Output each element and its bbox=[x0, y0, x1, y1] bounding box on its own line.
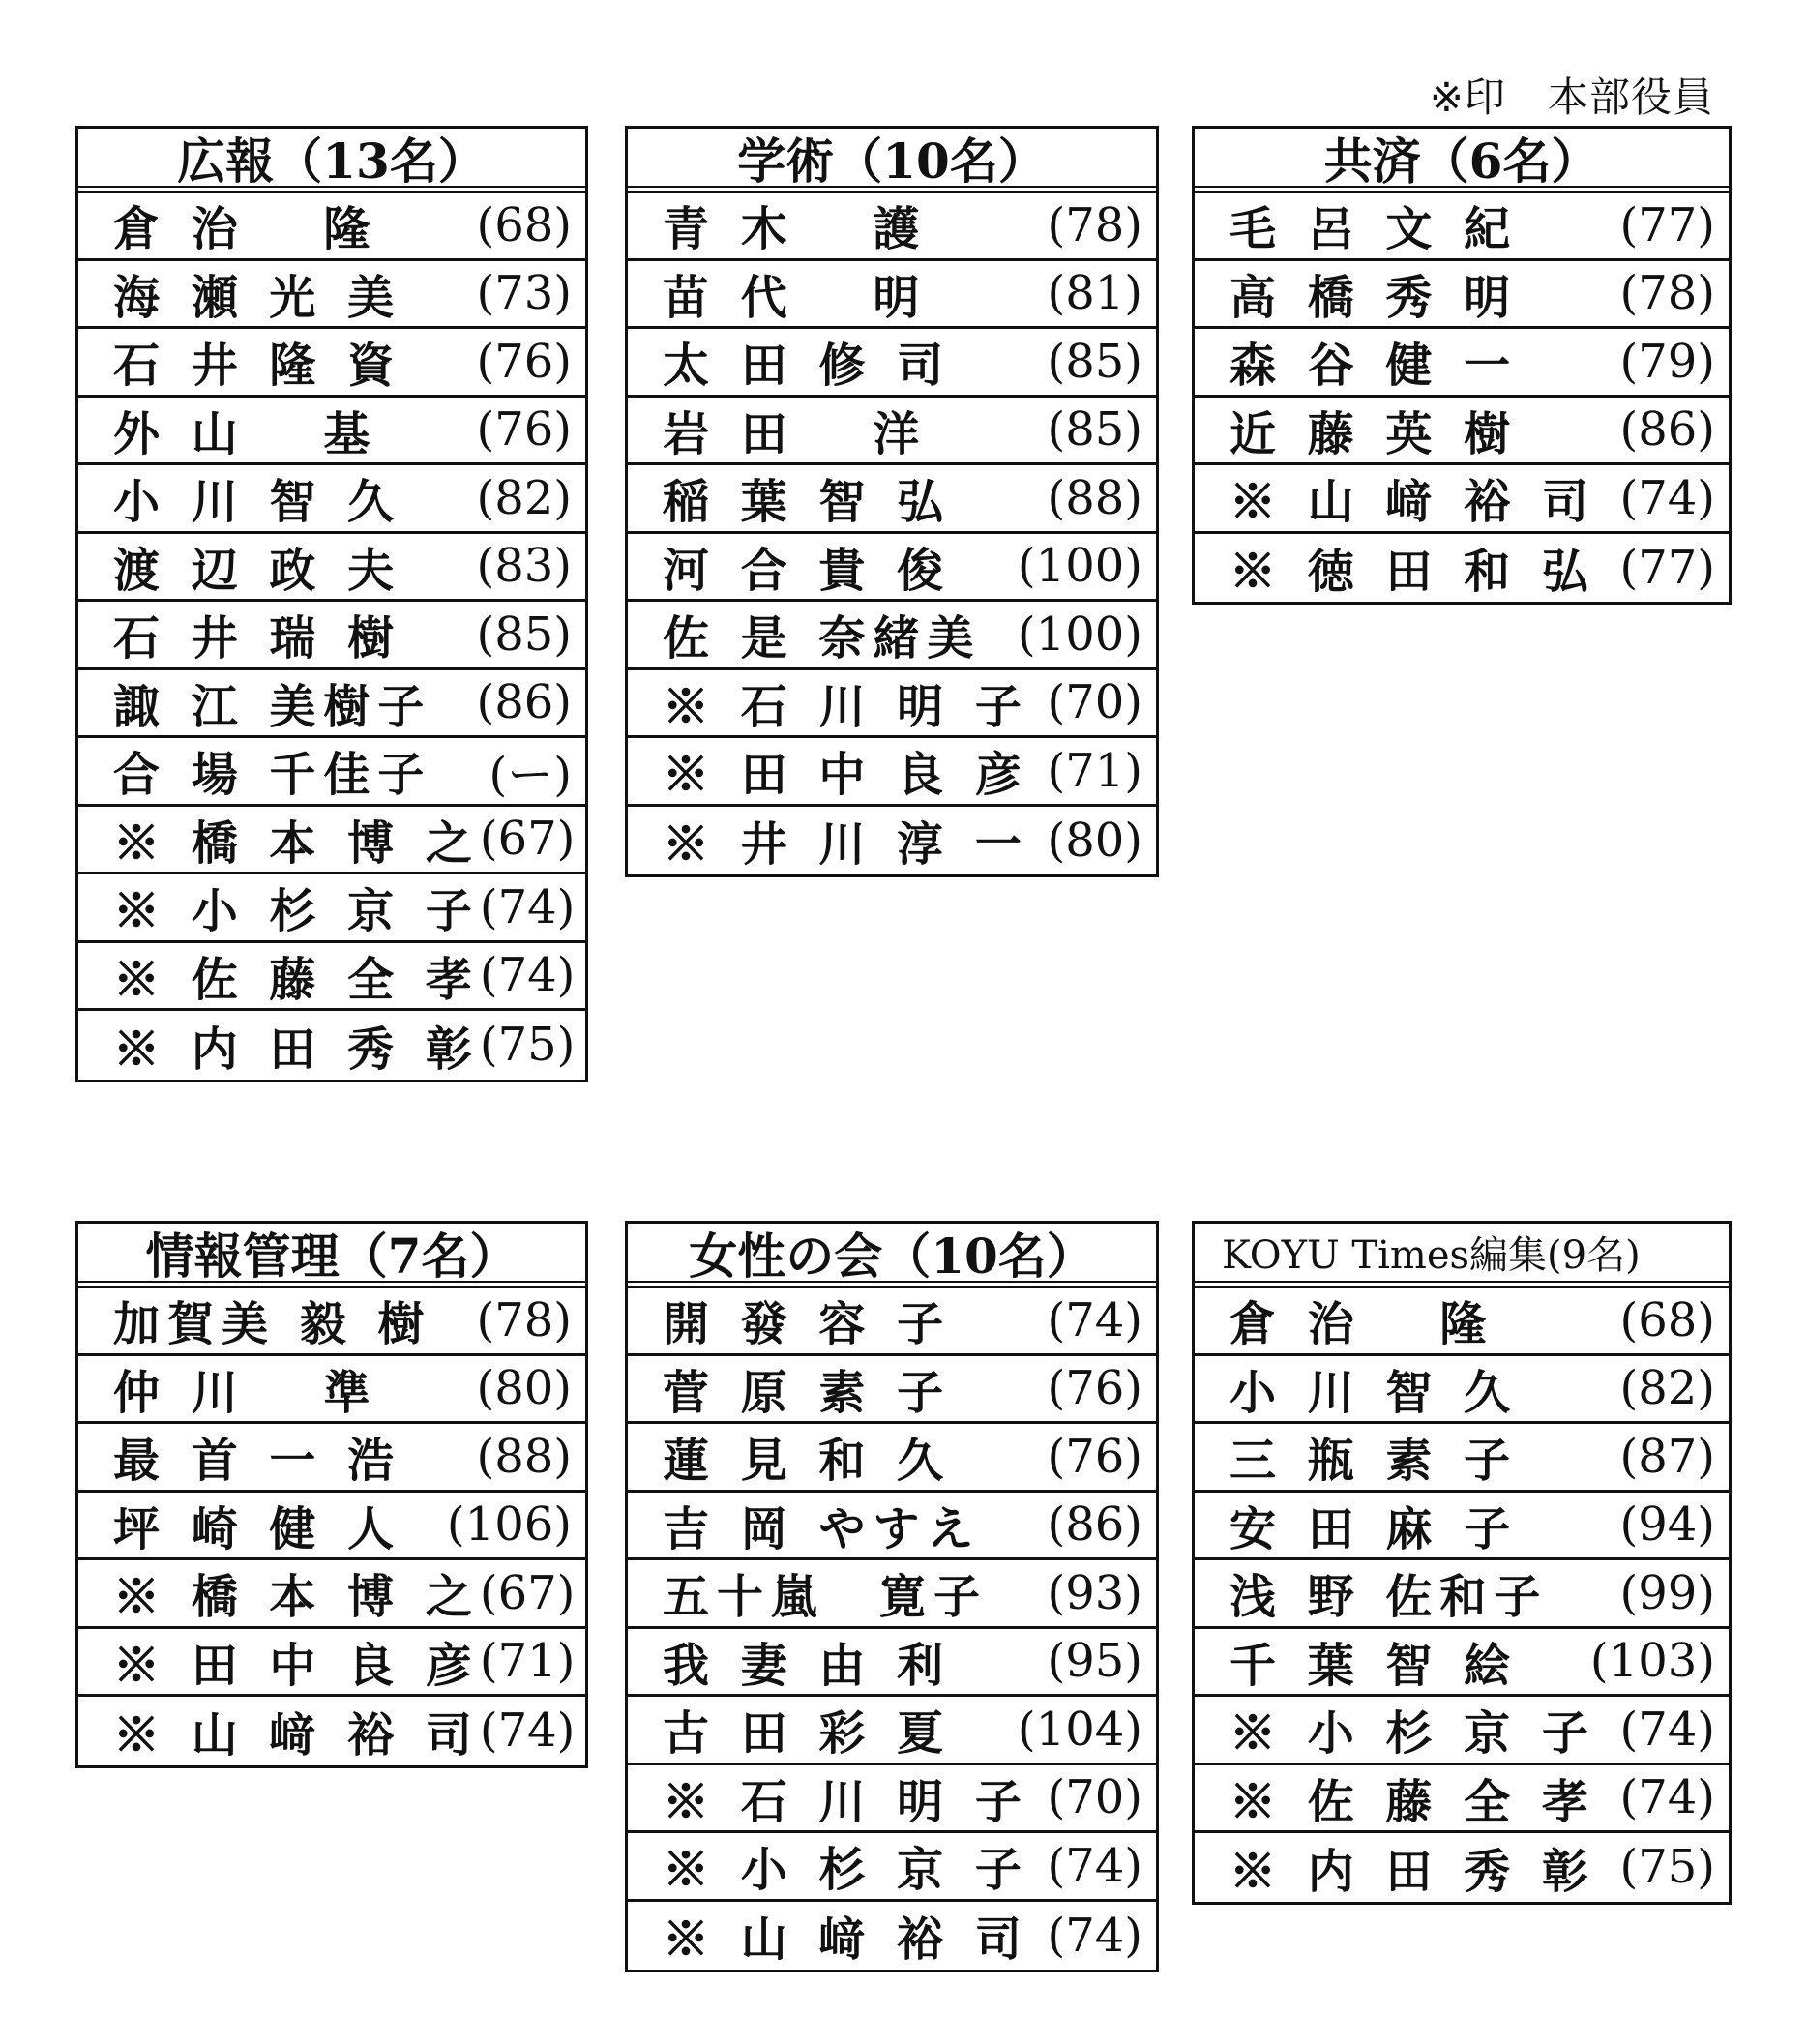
member-row bbox=[628, 1697, 1156, 1765]
member-row bbox=[78, 943, 585, 1012]
member-name: ※ 徳 田 和 弘 bbox=[1229, 545, 1596, 600]
member-name: 倉 治 隆 bbox=[1229, 1297, 1495, 1352]
committee-title: 学術（10名） bbox=[628, 129, 1156, 193]
member-number: (74) bbox=[1619, 1702, 1715, 1757]
committee-josei-no-kai bbox=[625, 1221, 1159, 1972]
member-number: (81) bbox=[1047, 266, 1142, 321]
member-row bbox=[628, 670, 1156, 739]
member-number: (67) bbox=[479, 1565, 576, 1620]
member-number: (77) bbox=[1619, 197, 1715, 252]
member-name: 我 妻 由 利 bbox=[663, 1638, 952, 1693]
member-row bbox=[78, 534, 585, 603]
member-number: (77) bbox=[1619, 540, 1715, 595]
member-row bbox=[78, 1629, 585, 1698]
committee-title: 女性の会（10名） bbox=[628, 1224, 1156, 1288]
member-name: 小 川 智 久 bbox=[1229, 1365, 1519, 1420]
member-name: ※ 井 川 淳 一 bbox=[663, 817, 1029, 873]
member-number: (74) bbox=[1047, 1838, 1142, 1893]
committee-kyousai bbox=[1192, 126, 1732, 605]
member-row bbox=[78, 602, 585, 670]
member-number: (79) bbox=[1619, 334, 1715, 389]
member-name: 海 瀬 光 美 bbox=[113, 270, 402, 325]
member-row bbox=[78, 738, 585, 807]
member-name: ※ 田 中 良 彦 bbox=[113, 1638, 480, 1693]
member-row bbox=[78, 261, 585, 330]
member-row bbox=[1195, 261, 1729, 330]
member-row bbox=[78, 398, 585, 466]
member-list bbox=[628, 193, 1156, 874]
member-row bbox=[1195, 1697, 1729, 1765]
member-number: (80) bbox=[476, 1361, 572, 1416]
committee-gakujutsu bbox=[625, 126, 1159, 877]
member-name: 高 橋 秀 明 bbox=[1229, 270, 1519, 325]
member-number: (78) bbox=[476, 1292, 572, 1348]
member-name: 千 葉 智 絵 bbox=[1229, 1638, 1519, 1693]
member-row bbox=[78, 329, 585, 398]
member-name: ※ 佐 藤 全 孝 bbox=[113, 952, 480, 1007]
member-row bbox=[628, 1493, 1156, 1561]
member-name: 菅 原 素 子 bbox=[663, 1365, 952, 1420]
member-number: (103) bbox=[1589, 1634, 1715, 1689]
member-name: ※ 橋 本 博 之 bbox=[113, 815, 480, 871]
member-row bbox=[1195, 1629, 1729, 1698]
member-name: 岩 田 洋 bbox=[663, 406, 928, 461]
committee-title: KOYU Times編集(9名) bbox=[1195, 1224, 1729, 1288]
member-row bbox=[628, 1424, 1156, 1493]
member-name: 浅 野 佐和子 bbox=[1229, 1570, 1549, 1625]
member-number: (67) bbox=[479, 812, 576, 867]
member-name: 開 發 容 子 bbox=[663, 1297, 952, 1352]
member-row bbox=[628, 1288, 1156, 1356]
member-row bbox=[628, 1356, 1156, 1425]
member-row bbox=[78, 874, 585, 943]
member-number: (85) bbox=[1047, 402, 1142, 458]
member-number: (93) bbox=[1047, 1565, 1142, 1620]
member-row bbox=[1195, 1765, 1729, 1834]
member-number: (78) bbox=[1047, 197, 1142, 252]
member-row bbox=[628, 1629, 1156, 1698]
committee-title: 広報（13名） bbox=[78, 129, 585, 193]
member-row bbox=[1195, 1560, 1729, 1629]
member-name: 近 藤 英 樹 bbox=[1229, 406, 1519, 461]
member-row bbox=[1195, 465, 1729, 534]
member-name: ※ 小 杉 京 子 bbox=[663, 1843, 1029, 1898]
member-row bbox=[1195, 329, 1729, 398]
member-number: (86) bbox=[1047, 1497, 1142, 1553]
member-number: (94) bbox=[1619, 1497, 1715, 1553]
member-name: 坪 崎 健 人 bbox=[113, 1501, 402, 1556]
member-row bbox=[628, 738, 1156, 807]
member-number: (74) bbox=[479, 948, 576, 1003]
member-name: 青 木 護 bbox=[663, 202, 928, 257]
member-list bbox=[1195, 193, 1729, 602]
member-number: (76) bbox=[1047, 1429, 1142, 1484]
member-number: (74) bbox=[479, 1703, 576, 1759]
member-row bbox=[1195, 398, 1729, 466]
member-row bbox=[1195, 1288, 1729, 1356]
member-list bbox=[628, 1288, 1156, 1970]
member-number: (73) bbox=[476, 266, 572, 321]
member-list bbox=[78, 193, 585, 1080]
member-number: (88) bbox=[476, 1429, 572, 1484]
member-name: 最 首 一 浩 bbox=[113, 1434, 402, 1489]
committee-jouhou-kanri bbox=[75, 1221, 588, 1768]
member-name: ※ 石 川 明 子 bbox=[663, 1774, 1029, 1829]
member-row bbox=[1195, 1833, 1729, 1902]
member-row bbox=[628, 261, 1156, 330]
member-number: (71) bbox=[479, 1634, 576, 1689]
member-row bbox=[78, 1560, 585, 1629]
member-row bbox=[1195, 193, 1729, 261]
member-number: (85) bbox=[476, 607, 572, 662]
committee-title: 共済（6名） bbox=[1195, 129, 1729, 193]
member-row bbox=[628, 1833, 1156, 1902]
member-list bbox=[78, 1288, 585, 1765]
member-name: ※ 佐 藤 全 孝 bbox=[1229, 1774, 1596, 1829]
member-number: (74) bbox=[1047, 1908, 1142, 1963]
member-row bbox=[1195, 1493, 1729, 1561]
member-row bbox=[78, 1424, 585, 1493]
member-number: (95) bbox=[1047, 1634, 1142, 1689]
member-name: 倉 治 隆 bbox=[113, 202, 378, 257]
member-number: (74) bbox=[479, 879, 576, 934]
member-name: 小 川 智 久 bbox=[113, 475, 402, 530]
member-number: (74) bbox=[1047, 1292, 1142, 1348]
member-number: (70) bbox=[1047, 1770, 1142, 1825]
member-name: 森 谷 健 一 bbox=[1229, 339, 1519, 394]
member-name: 毛 呂 文 紀 bbox=[1229, 202, 1519, 257]
member-name: 石 井 隆 資 bbox=[113, 339, 402, 394]
member-row bbox=[78, 193, 585, 261]
member-row bbox=[1195, 1356, 1729, 1425]
committee-title: 情報管理（7名） bbox=[78, 1224, 585, 1288]
member-name: ※ 小 杉 京 子 bbox=[1229, 1706, 1596, 1762]
member-name: 加賀美 毅 樹 bbox=[113, 1297, 432, 1352]
member-row bbox=[628, 1560, 1156, 1629]
member-row bbox=[78, 670, 585, 739]
member-number: (76) bbox=[1047, 1361, 1142, 1416]
member-number: (74) bbox=[1619, 470, 1715, 525]
member-name: 苗 代 明 bbox=[663, 270, 928, 325]
member-name: ※ 石 川 明 子 bbox=[663, 679, 1029, 734]
member-row bbox=[628, 1902, 1156, 1970]
member-row bbox=[78, 1011, 585, 1080]
member-number: (68) bbox=[476, 197, 572, 252]
member-list bbox=[1195, 1288, 1729, 1902]
member-name: ※ 山 﨑 裕 司 bbox=[1229, 475, 1596, 530]
member-number: (76) bbox=[476, 402, 572, 458]
member-name: 外 山 基 bbox=[113, 406, 378, 461]
member-number: (71) bbox=[1047, 743, 1142, 798]
member-row bbox=[78, 1356, 585, 1425]
member-row bbox=[1195, 1424, 1729, 1493]
member-number: (75) bbox=[479, 1018, 576, 1073]
member-number: (70) bbox=[1047, 675, 1142, 730]
member-name: ※ 山 﨑 裕 司 bbox=[663, 1912, 1029, 1968]
member-name: 三 瓶 素 子 bbox=[1229, 1434, 1519, 1489]
member-name: 河 合 貴 俊 bbox=[663, 543, 952, 598]
member-name: ※ 小 杉 京 子 bbox=[113, 884, 480, 939]
member-number: (100) bbox=[1017, 539, 1142, 594]
member-row bbox=[78, 807, 585, 875]
member-number: (86) bbox=[476, 675, 572, 730]
member-row bbox=[628, 534, 1156, 603]
member-number: (82) bbox=[476, 470, 572, 525]
committee-kouhou bbox=[75, 126, 588, 1082]
committee-koyu-times bbox=[1192, 1221, 1732, 1905]
legend-note: ※印 本部役員 bbox=[1429, 74, 1714, 121]
member-row bbox=[78, 1697, 585, 1765]
member-name: 五十嵐 寛子 bbox=[663, 1570, 989, 1625]
member-name: 渡 辺 政 夫 bbox=[113, 543, 402, 598]
member-name: 太 田 修 司 bbox=[663, 339, 952, 394]
member-number: (82) bbox=[1619, 1361, 1715, 1416]
member-name: ※ 橋 本 博 之 bbox=[113, 1570, 480, 1625]
member-number: (100) bbox=[1017, 607, 1142, 662]
member-name: 佐 是 奈緒美 bbox=[663, 611, 982, 667]
member-name: 仲 川 準 bbox=[113, 1365, 378, 1420]
member-row bbox=[628, 329, 1156, 398]
member-row bbox=[78, 465, 585, 534]
member-number: (75) bbox=[1619, 1840, 1715, 1895]
member-row bbox=[628, 1765, 1156, 1834]
member-row bbox=[628, 398, 1156, 466]
member-row bbox=[628, 602, 1156, 670]
member-number: (87) bbox=[1619, 1429, 1715, 1484]
member-name: 合 場 千佳子 bbox=[113, 748, 432, 803]
member-name: ※ 田 中 良 彦 bbox=[663, 748, 1029, 803]
member-name: 安 田 麻 子 bbox=[1229, 1501, 1519, 1556]
member-row bbox=[78, 1288, 585, 1356]
member-name: 蓮 見 和 久 bbox=[663, 1434, 952, 1489]
member-row bbox=[1195, 534, 1729, 603]
member-name: 古 田 彩 夏 bbox=[663, 1706, 952, 1762]
member-number: (80) bbox=[1047, 813, 1142, 868]
member-number: (99) bbox=[1619, 1565, 1715, 1620]
member-number: (76) bbox=[476, 334, 572, 389]
member-name: 諏 江 美樹子 bbox=[113, 679, 432, 734]
member-row bbox=[628, 193, 1156, 261]
member-number: (74) bbox=[1619, 1770, 1715, 1825]
member-number: (ー) bbox=[489, 748, 572, 803]
member-number: (106) bbox=[446, 1497, 572, 1553]
member-name: 稲 葉 智 弘 bbox=[663, 475, 952, 530]
member-number: (88) bbox=[1047, 470, 1142, 525]
member-name: ※ 内 田 秀 彰 bbox=[1229, 1844, 1596, 1899]
member-name: ※ 山 﨑 裕 司 bbox=[113, 1707, 480, 1763]
member-number: (104) bbox=[1017, 1702, 1142, 1757]
member-number: (68) bbox=[1619, 1292, 1715, 1348]
member-row bbox=[78, 1493, 585, 1561]
member-name: ※ 内 田 秀 彰 bbox=[113, 1022, 480, 1077]
member-name: 吉 岡 やすえ bbox=[663, 1501, 982, 1556]
member-row bbox=[628, 465, 1156, 534]
member-name: 石 井 瑞 樹 bbox=[113, 611, 402, 667]
member-number: (78) bbox=[1619, 266, 1715, 321]
member-number: (86) bbox=[1619, 402, 1715, 458]
member-row bbox=[628, 807, 1156, 875]
member-number: (83) bbox=[476, 539, 572, 594]
member-number: (85) bbox=[1047, 334, 1142, 389]
